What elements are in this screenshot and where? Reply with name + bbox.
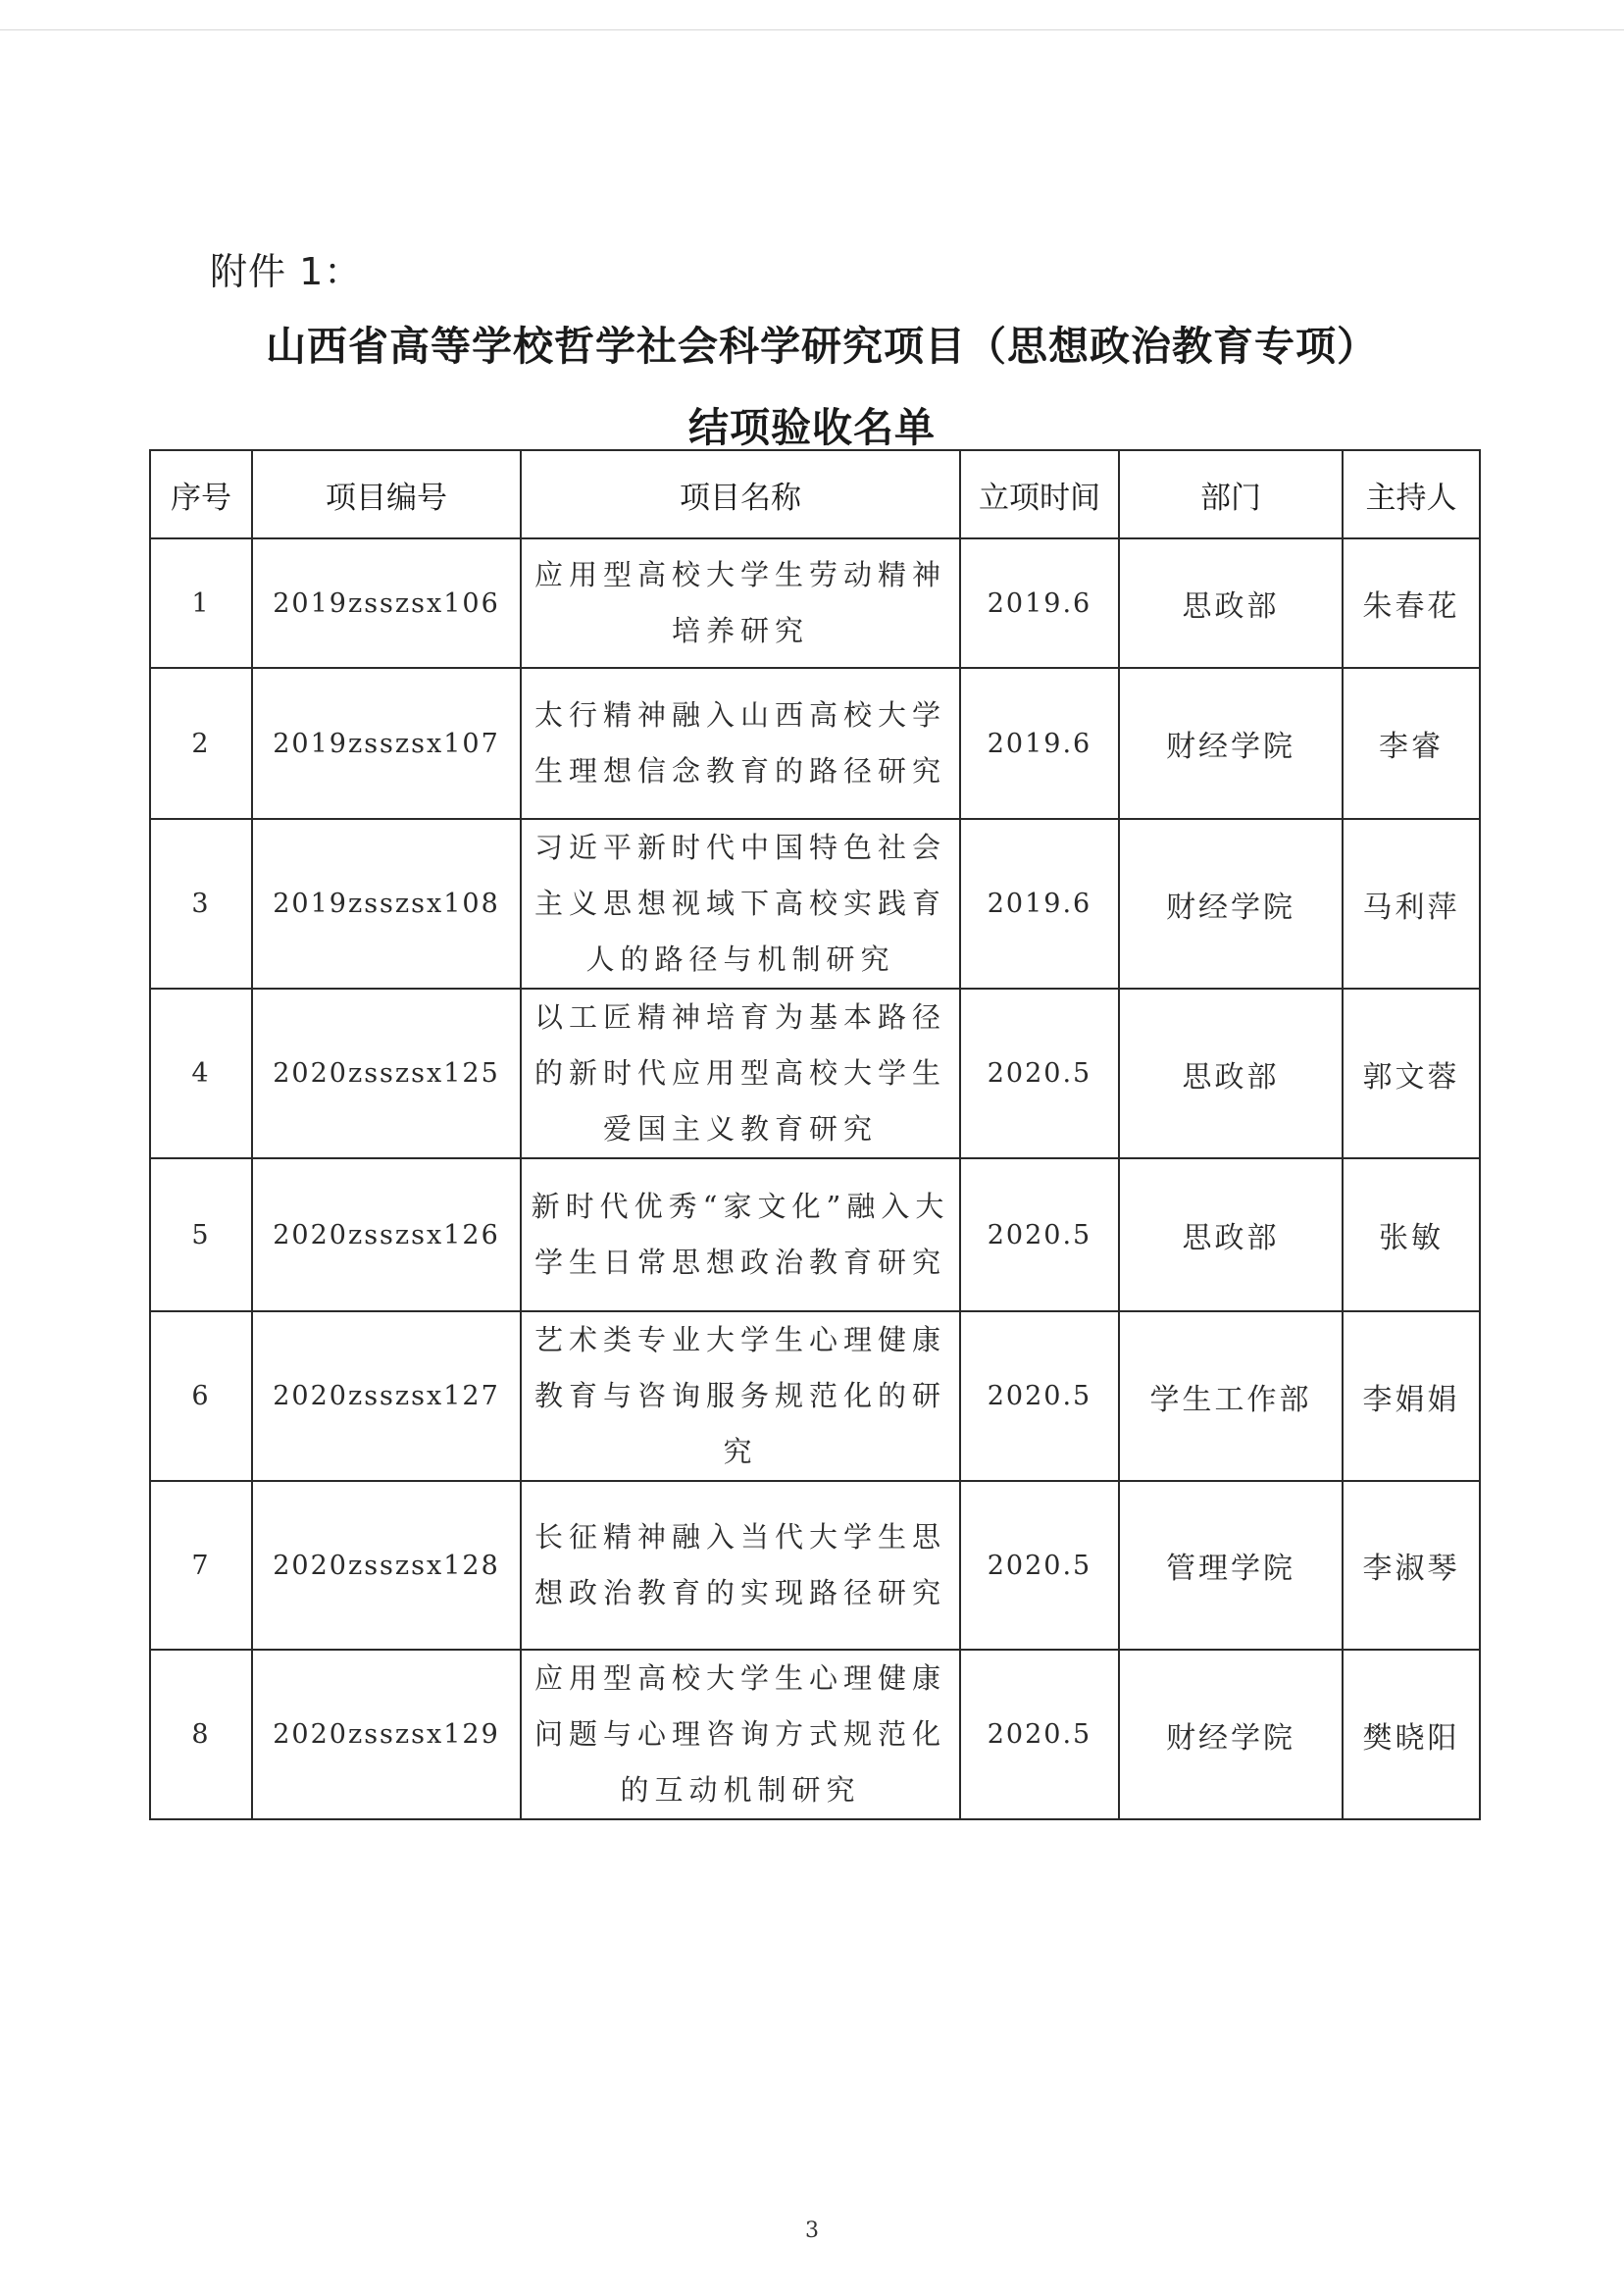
cell-department: 思政部 (1119, 989, 1343, 1158)
cell-department: 财经学院 (1119, 668, 1343, 819)
cell-project-code: 2020zsszsx125 (252, 989, 521, 1158)
cell-approval-time: 2020.5 (960, 1481, 1119, 1650)
cell-project-code: 2020zsszsx127 (252, 1311, 521, 1481)
cell-host: 李娟娟 (1343, 1311, 1480, 1481)
cell-department: 思政部 (1119, 538, 1343, 668)
header-project-name: 项目名称 (521, 450, 960, 538)
cell-serial-number: 1 (150, 538, 252, 668)
document-subtitle: 结项验收名单 (688, 404, 936, 451)
cell-project-code: 2019zsszsx108 (252, 819, 521, 989)
acceptance-list-table (149, 449, 1481, 1820)
cell-project-name: 应用型高校大学生劳动精神培养研究 (521, 538, 960, 668)
cell-project-code: 2020zsszsx129 (252, 1650, 521, 1819)
cell-project-name: 新时代优秀“家文化”融入大学生日常思想政治教育研究 (521, 1158, 960, 1311)
cell-serial-number: 3 (150, 819, 252, 989)
cell-serial-number: 4 (150, 989, 252, 1158)
header-serial-number: 序号 (150, 450, 252, 538)
cell-serial-number: 7 (150, 1481, 252, 1650)
cell-department: 管理学院 (1119, 1481, 1343, 1650)
cell-host: 樊晓阳 (1343, 1650, 1480, 1819)
cell-host: 郭文蓉 (1343, 989, 1480, 1158)
table-row (150, 819, 1480, 989)
table-header-row (150, 450, 1480, 538)
cell-host: 李睿 (1343, 668, 1480, 819)
cell-approval-time: 2020.5 (960, 1158, 1119, 1311)
cell-approval-time: 2020.5 (960, 1650, 1119, 1819)
cell-project-name: 太行精神融入山西高校大学生理想信念教育的路径研究 (521, 668, 960, 819)
scan-edge-line (0, 29, 1624, 30)
cell-project-code: 2020zsszsx128 (252, 1481, 521, 1650)
cell-host: 朱春花 (1343, 538, 1480, 668)
cell-project-name: 以工匠精神培育为基本路径的新时代应用型高校大学生爱国主义教育研究 (521, 989, 960, 1158)
document-title: 山西省高等学校哲学社会科学研究项目（思想政治教育专项） (266, 323, 1378, 370)
cell-serial-number: 2 (150, 668, 252, 819)
cell-department: 学生工作部 (1119, 1311, 1343, 1481)
cell-department: 财经学院 (1119, 819, 1343, 989)
cell-serial-number: 6 (150, 1311, 252, 1481)
cell-approval-time: 2020.5 (960, 989, 1119, 1158)
table-row (150, 538, 1480, 668)
header-department: 部门 (1119, 450, 1343, 538)
table-row (150, 989, 1480, 1158)
cell-department: 思政部 (1119, 1158, 1343, 1311)
table-row (150, 668, 1480, 819)
cell-project-name: 应用型高校大学生心理健康问题与心理咨询方式规范化的互动机制研究 (521, 1650, 960, 1819)
cell-host: 李淑琴 (1343, 1481, 1480, 1650)
attachment-label: 附件 1： (210, 250, 363, 293)
cell-host: 马利萍 (1343, 819, 1480, 989)
cell-project-name: 长征精神融入当代大学生思想政治教育的实现路径研究 (521, 1481, 960, 1650)
table-row (150, 1650, 1480, 1819)
cell-serial-number: 5 (150, 1158, 252, 1311)
cell-approval-time: 2020.5 (960, 1311, 1119, 1481)
table-row (150, 1311, 1480, 1481)
cell-department: 财经学院 (1119, 1650, 1343, 1819)
cell-project-name: 艺术类专业大学生心理健康教育与咨询服务规范化的研究 (521, 1311, 960, 1481)
header-approval-time: 立项时间 (960, 450, 1119, 538)
cell-approval-time: 2019.6 (960, 819, 1119, 989)
cell-project-code: 2019zsszsx107 (252, 668, 521, 819)
header-host: 主持人 (1343, 450, 1480, 538)
cell-project-name: 习近平新时代中国特色社会主义思想视域下高校实践育人的路径与机制研究 (521, 819, 960, 989)
cell-host: 张敏 (1343, 1158, 1480, 1311)
cell-project-code: 2019zsszsx106 (252, 538, 521, 668)
table-row (150, 1158, 1480, 1311)
cell-serial-number: 8 (150, 1650, 252, 1819)
table-row (150, 1481, 1480, 1650)
cell-approval-time: 2019.6 (960, 668, 1119, 819)
header-project-code: 项目编号 (252, 450, 521, 538)
cell-project-code: 2020zsszsx126 (252, 1158, 521, 1311)
page-number: 3 (805, 2218, 819, 2243)
cell-approval-time: 2019.6 (960, 538, 1119, 668)
